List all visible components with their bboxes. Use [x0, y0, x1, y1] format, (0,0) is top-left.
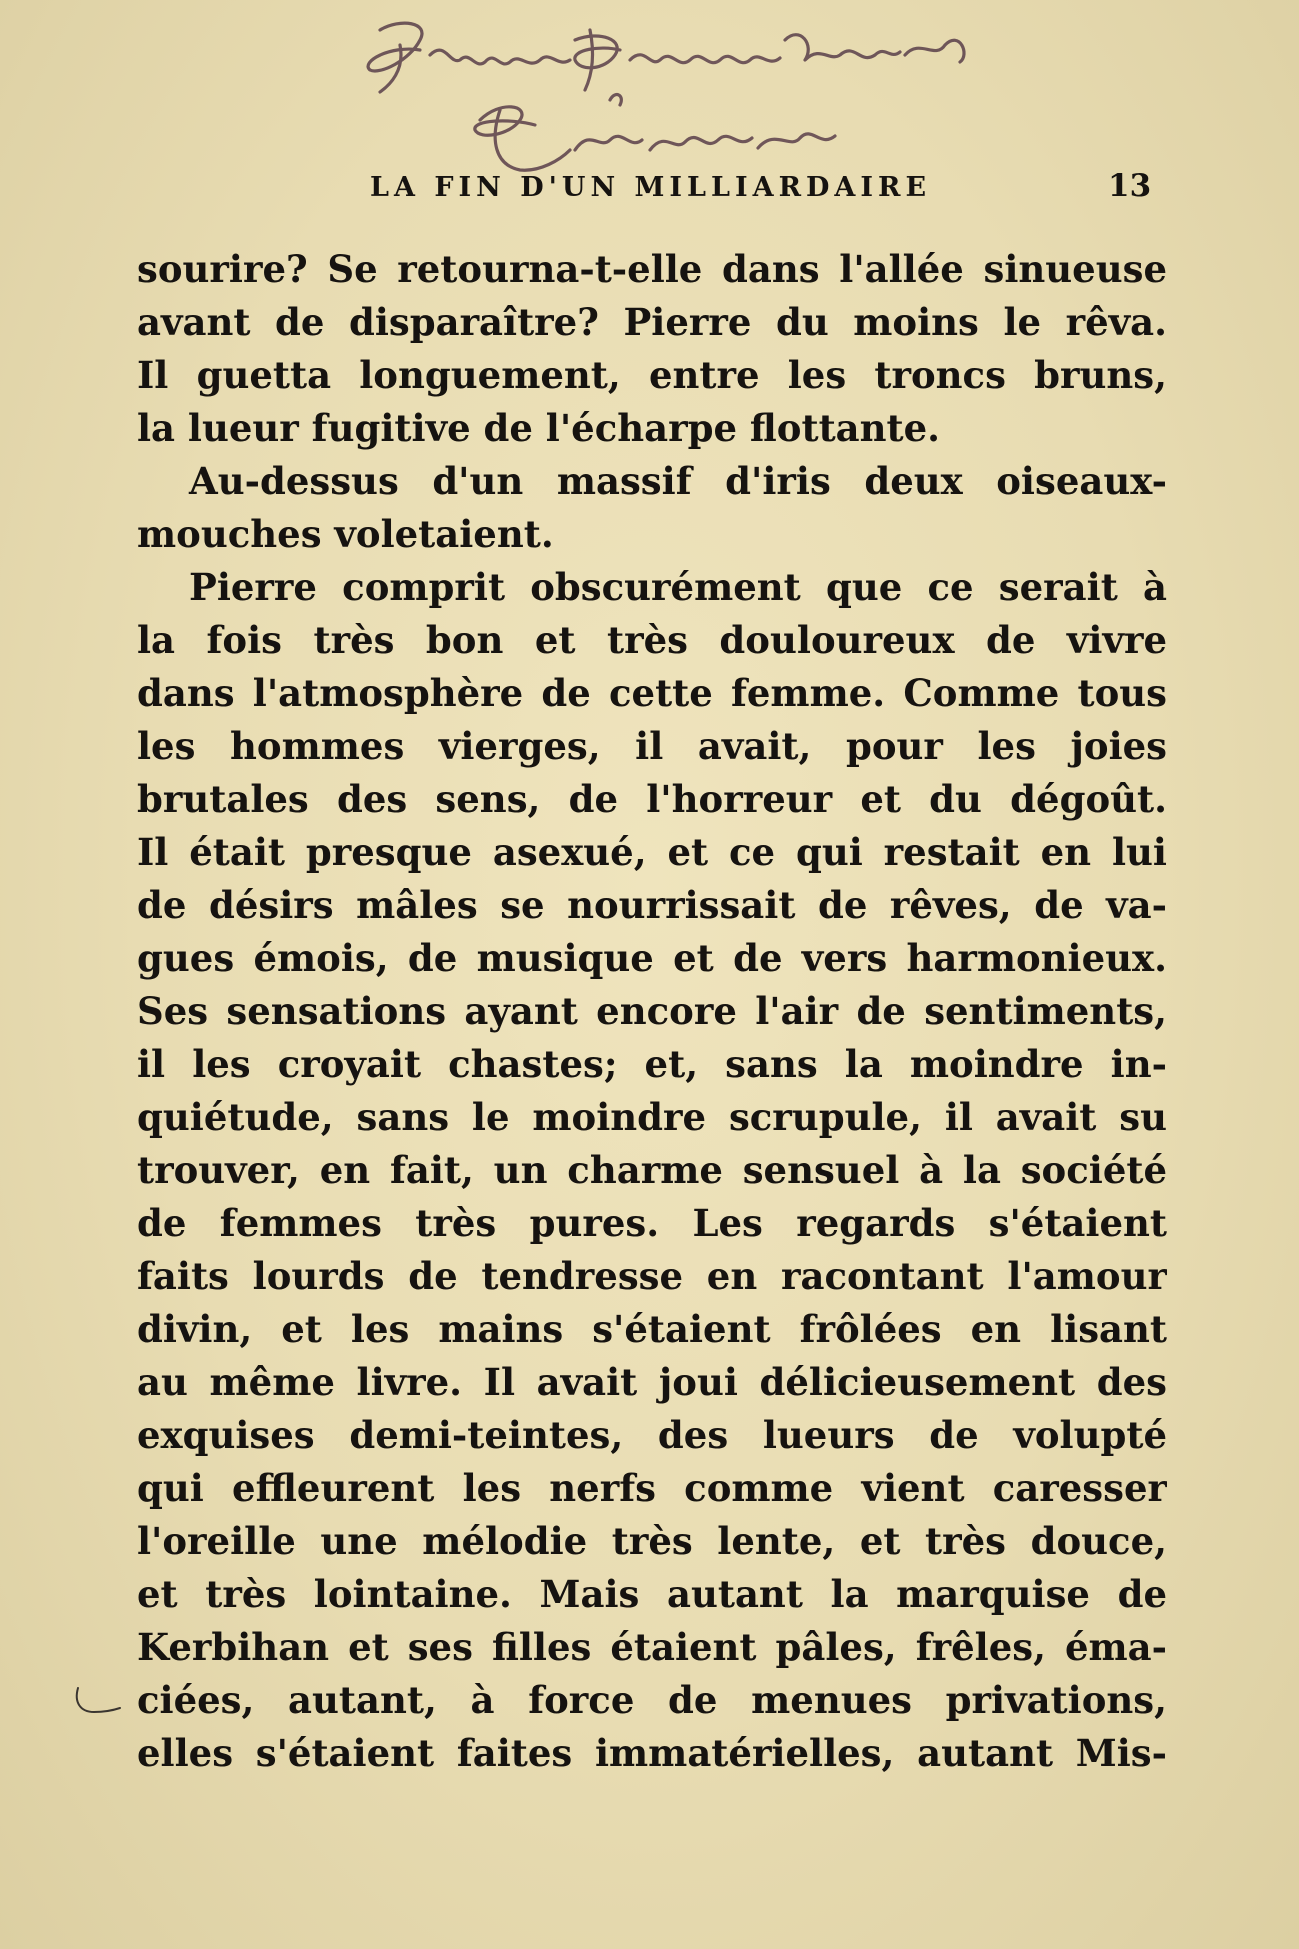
text-line: de femmes très pures. Les regards s'étaient: [137, 1201, 1167, 1245]
text-line: Kerbihan et ses filles étaient pâles, frêles, éma-: [137, 1625, 1167, 1669]
running-title: LA FIN D'UN MILLIARDAIRE: [370, 172, 932, 203]
text-line: brutales des sens, de l'horreur et du dégoût.: [137, 777, 1167, 821]
text-line: qui effleurent les nerfs comme vient caresser: [137, 1466, 1167, 1510]
text-line: faits lourds de tendresse en racontant l'amour: [137, 1254, 1167, 1298]
text-line: Au-dessus d'un massif d'iris deux oiseaux-: [189, 459, 1167, 503]
text-line: avant de disparaître? Pierre du moins le rêva.: [137, 300, 1167, 344]
text-line: les hommes vierges, il avait, pour les joies: [137, 724, 1167, 768]
text-line: il les croyait chastes; et, sans la moindre in-: [137, 1042, 1167, 1086]
text-line: dans l'atmosphère de cette femme. Comme tous: [137, 671, 1167, 715]
text-line: l'oreille une mélodie très lente, et très douce,: [137, 1519, 1167, 1563]
text-line: la lueur fugitive de l'écharpe flottante.: [137, 406, 941, 450]
handwritten-inscription: [360, 0, 1100, 190]
text-line: la fois très bon et très douloureux de vivre: [137, 618, 1167, 662]
text-line: exquises demi-teintes, des lueurs de volupté: [137, 1413, 1167, 1457]
text-line: quiétude, sans le moindre scrupule, il avait su: [137, 1095, 1167, 1139]
text-line: elles s'étaient faites immatérielles, autant Mis-: [137, 1731, 1167, 1775]
text-line: Il était presque asexué, et ce qui restait en lui: [137, 830, 1167, 874]
text-line: ciées, autant, à force de menues privations,: [137, 1678, 1167, 1722]
text-line: au même livre. Il avait joui délicieusement des: [137, 1360, 1167, 1404]
text-line: mouches voletaient.: [137, 512, 554, 556]
page-number: 13: [1108, 168, 1152, 204]
text-line: de désirs mâles se nourrissait de rêves, de va-: [137, 883, 1167, 927]
text-line: Ses sensations ayant encore l'air de sentiments,: [137, 989, 1167, 1033]
handwritten-signature-icon: [360, 0, 1100, 190]
page-body-text: [137, 243, 1167, 1780]
text-line: sourire? Se retourna-t-elle dans l'allée sinueuse: [137, 247, 1167, 291]
text-line: Pierre comprit obscurément que ce serait à: [189, 565, 1167, 609]
text-line: Il guetta longuement, entre les troncs bruns,: [137, 353, 1167, 397]
text-line: et très lointaine. Mais autant la marquise de: [137, 1572, 1167, 1616]
text-line: divin, et les mains s'étaient frôlées en lisant: [137, 1307, 1167, 1351]
pencil-margin-mark-icon: [72, 1684, 124, 1720]
text-line: trouver, en fait, un charme sensuel à la société: [137, 1148, 1167, 1192]
text-line: gues émois, de musique et de vers harmonieux.: [137, 936, 1167, 980]
